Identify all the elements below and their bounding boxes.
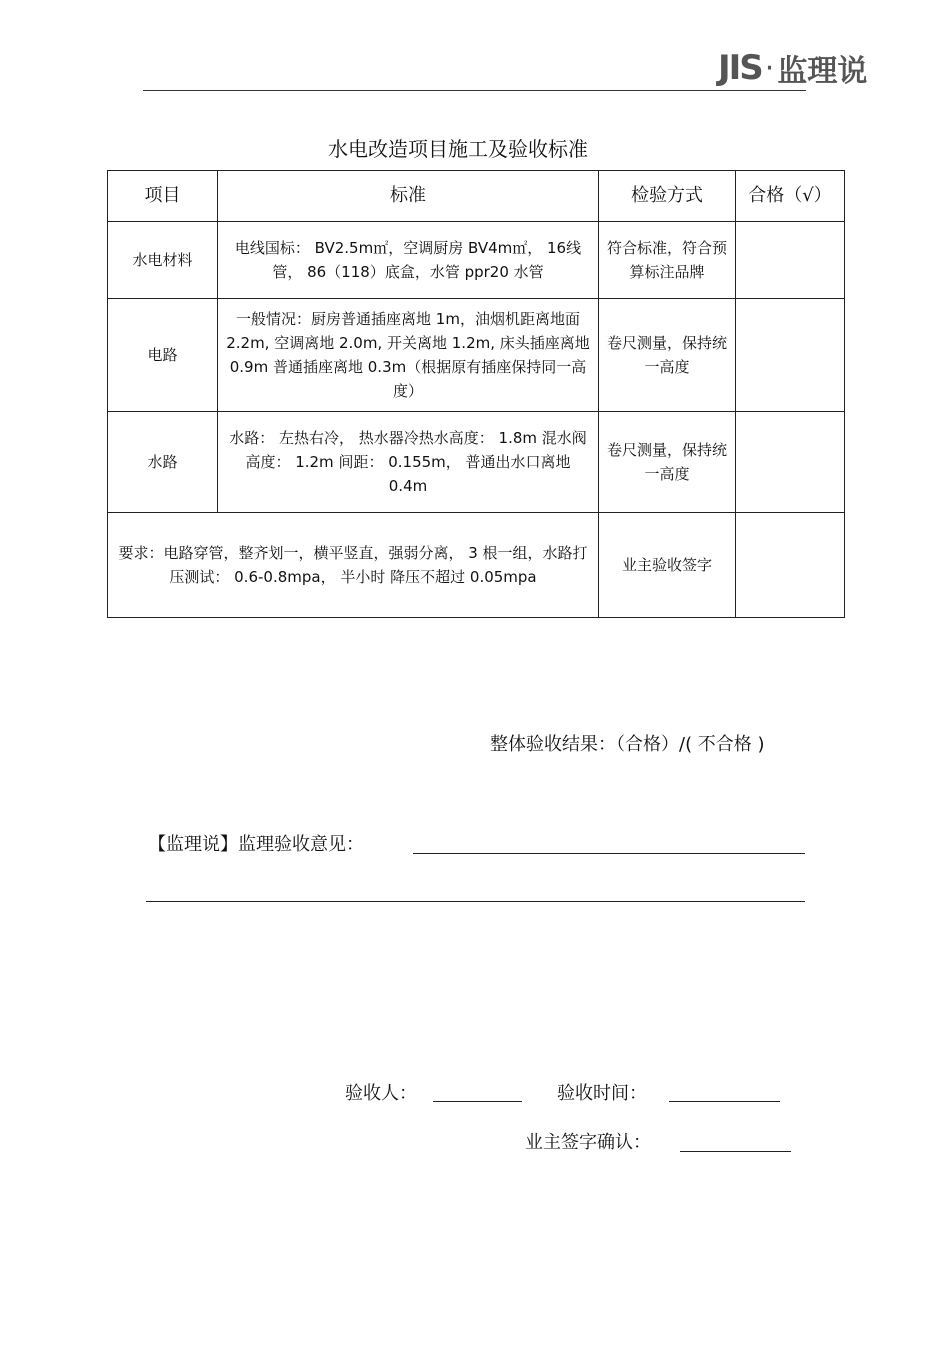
table-row bbox=[108, 299, 845, 412]
opinion-underline[interactable] bbox=[413, 853, 805, 854]
accept-time-label: 验收时间： bbox=[557, 1083, 647, 1104]
header-pass: 合格（√） bbox=[736, 171, 845, 222]
table-row bbox=[108, 412, 845, 513]
acceptor-label: 验收人： bbox=[345, 1083, 417, 1104]
row-item: 电路 bbox=[108, 299, 218, 412]
logo-text: 监理说 bbox=[777, 54, 868, 89]
row-pass-cell[interactable] bbox=[736, 513, 845, 618]
acceptor-signature-line[interactable] bbox=[433, 1101, 522, 1102]
accept-time-line[interactable] bbox=[669, 1101, 780, 1102]
row-item: 水电材料 bbox=[108, 222, 218, 299]
row-method: 符合标准，符合预算标注品牌 bbox=[599, 222, 736, 299]
supervisor-opinion-label: 【监理说】监理验收意见： bbox=[148, 834, 364, 855]
row-method: 卷尺测量，保持统一高度 bbox=[599, 299, 736, 412]
logo-dot: · bbox=[764, 50, 775, 86]
table-row bbox=[108, 222, 845, 299]
row-item: 水路 bbox=[108, 412, 218, 513]
table-header-row bbox=[108, 171, 845, 222]
table-row bbox=[108, 513, 845, 618]
logo-mark: JIS bbox=[718, 48, 762, 88]
header-item: 项目 bbox=[108, 171, 218, 222]
header-method: 检验方式 bbox=[599, 171, 736, 222]
owner-confirm-label: 业主签字确认： bbox=[525, 1132, 651, 1153]
row-standard: 电线国标： BV2.5m㎡，空调厨房 BV4m㎡， 16线管， 86（118）底盒，水管 ppr20 水管 bbox=[218, 222, 599, 299]
document-title: 水电改造项目施工及验收标准 bbox=[328, 137, 588, 161]
row-standard: 水路： 左热右冷， 热水器冷热水高度： 1.8m 混水阀高度： 1.2m 间距： 0.155m， 普通出水口离地 0.4m bbox=[218, 412, 599, 513]
row-requirement: 要求：电路穿管，整齐划一，横平竖直，强弱分离， 3 根一组，水路打压测试： 0.6-0.8mpa， 半小时 降压不超过 0.05mpa bbox=[108, 513, 599, 618]
acceptance-standards-table bbox=[107, 170, 845, 618]
owner-signature-line[interactable] bbox=[680, 1151, 791, 1152]
row-pass-cell[interactable] bbox=[736, 412, 845, 513]
row-method: 业主验收签字 bbox=[599, 513, 736, 618]
row-standard: 一般情况：厨房普通插座离地 1m，油烟机距离地面 2.2m, 空调离地 2.0m, 开关离地 1.2m, 床头插座离地 0.9m 普通插座离地 0.3m（根据原有插座保持同一高度） bbox=[218, 299, 599, 412]
brand-logo bbox=[718, 48, 867, 88]
row-method: 卷尺测量，保持统一高度 bbox=[599, 412, 736, 513]
overall-result: 整体验收结果：（合格）/( 不合格 ) bbox=[490, 734, 765, 755]
header-standard: 标准 bbox=[218, 171, 599, 222]
header-divider bbox=[143, 90, 806, 91]
row-pass-cell[interactable] bbox=[736, 222, 845, 299]
row-pass-cell[interactable] bbox=[736, 299, 845, 412]
opinion-underline-2[interactable] bbox=[146, 901, 805, 902]
